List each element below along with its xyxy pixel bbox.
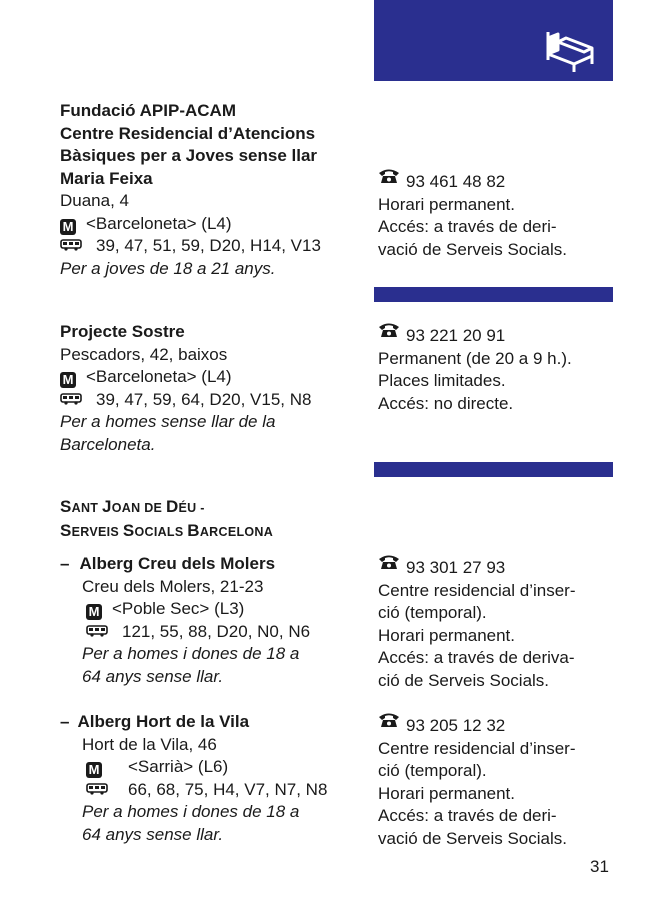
phone-row	[378, 711, 575, 738]
entry-name-line: Maria Feixa	[60, 168, 153, 188]
entry-audience: Per a joves de 18 a 21 anys.	[60, 258, 276, 278]
bus-icon	[86, 783, 108, 795]
entry-name: Alberg Hort de la Vila	[77, 712, 250, 731]
phone-icon	[378, 553, 400, 570]
info-line: ció de Serveis Socials.	[378, 670, 550, 690]
section-heading	[60, 496, 273, 543]
entry-name-line: Centre Residencial d’Atencions	[60, 123, 316, 143]
bus-lines: 39, 47, 59, 64, D20, V15, N8	[96, 389, 312, 409]
entry-audience: 64 anys sense llar.	[82, 666, 224, 686]
phone-row	[378, 321, 572, 348]
info-line: Accés: no directe.	[378, 393, 514, 413]
entry-address: Duana, 4	[60, 191, 129, 210]
header-block	[374, 0, 613, 81]
page-number: 31	[590, 857, 609, 876]
phone-number: 93 205 12 32	[406, 716, 506, 735]
info-line: Horari permanent.	[378, 625, 516, 645]
entry-address: Hort de la Vila, 46	[82, 734, 217, 754]
entry-info-apip-acam	[378, 167, 567, 261]
entry-audience: Per a homes sense llar de la	[60, 412, 276, 431]
metro-icon: M	[60, 372, 76, 388]
entry-metro-row	[60, 213, 321, 236]
bus-lines: 66, 68, 75, H4, V7, N7, N8	[128, 779, 328, 799]
info-line: vació de Serveis Socials.	[378, 828, 567, 848]
info-line: Permanent (de 20 a 9 h.).	[378, 348, 572, 368]
metro-station: <Poble Sec> (L3)	[112, 599, 245, 618]
info-line: Horari permanent.	[378, 194, 516, 214]
phone-icon	[378, 321, 400, 338]
metro-icon: M	[60, 219, 76, 235]
metro-station: <Sarrià> (L6)	[128, 757, 229, 776]
entry-audience: Barceloneta.	[60, 434, 156, 454]
entry-name-line: Bàsiques per a Joves sense llar	[60, 146, 318, 165]
entry-metro-row	[60, 366, 311, 389]
entry-info-alberg-creu-dels-molers	[378, 553, 575, 692]
entry-bus-row	[60, 389, 311, 412]
entry-metro-row	[82, 756, 327, 779]
bus-lines: 121, 55, 88, D20, N0, N6	[122, 621, 311, 641]
entry-alberg-creu-dels-molers	[60, 553, 310, 688]
bus-icon	[60, 239, 82, 251]
entry-apip-acam	[60, 100, 321, 280]
phone-number: 93 221 20 91	[406, 326, 506, 345]
dash: –	[60, 712, 70, 731]
info-line: Centre residencial d’inser-	[378, 580, 576, 600]
entry-name-line: Fundació APIP-ACAM	[60, 101, 236, 120]
info-line: Horari permanent.	[378, 783, 516, 803]
phone-row	[378, 167, 567, 194]
section-heading-line-2: SERVEIS SOCIALS BARCELONA	[60, 520, 274, 540]
bed-icon	[544, 28, 596, 74]
bus-icon	[86, 625, 108, 637]
info-line: Accés: a través de deri-	[378, 806, 557, 825]
section-heading-line-1: SANT JOAN DE DÉU -	[60, 497, 205, 516]
entry-name-row	[60, 553, 310, 576]
entry-address: Pescadors, 42, baixos	[60, 344, 228, 364]
info-line: Places limitades.	[378, 371, 506, 390]
entry-projecte-sostre	[60, 321, 311, 456]
phone-number: 93 301 27 93	[406, 558, 506, 577]
phone-number: 93 461 48 82	[406, 172, 506, 191]
entry-audience: Per a homes i dones de 18 a	[82, 802, 300, 821]
entry-audience: 64 anys sense llar.	[82, 824, 224, 844]
info-line: Centre residencial d’inser-	[378, 738, 576, 758]
entry-info-alberg-hort-de-la-vila	[378, 711, 575, 850]
entry-bus-row	[82, 779, 327, 802]
divider-bar	[374, 462, 613, 477]
entry-alberg-hort-de-la-vila	[60, 711, 327, 846]
entry-name-row	[60, 711, 327, 734]
entry-bus-row	[82, 621, 310, 644]
metro-station: <Barceloneta> (L4)	[86, 213, 232, 233]
info-line: vació de Serveis Socials.	[378, 239, 567, 259]
bus-icon	[60, 393, 82, 405]
phone-icon	[378, 167, 400, 184]
dash: –	[60, 554, 70, 573]
entry-metro-row	[82, 598, 310, 621]
info-line: ció (temporal).	[378, 603, 487, 622]
info-line: Accés: a través de deri-	[378, 217, 557, 236]
divider-bar	[374, 287, 613, 302]
metro-icon: M	[86, 604, 102, 620]
bus-lines: 39, 47, 51, 59, D20, H14, V13	[96, 236, 321, 255]
metro-icon: M	[86, 762, 102, 778]
entry-audience: Per a homes i dones de 18 a	[82, 644, 300, 663]
entry-info-projecte-sostre	[378, 321, 572, 415]
entry-bus-row	[60, 235, 321, 258]
metro-station: <Barceloneta> (L4)	[86, 367, 232, 386]
info-line: Accés: a través de deriva-	[378, 648, 575, 667]
phone-row	[378, 553, 575, 580]
entry-name: Alberg Creu dels Molers	[79, 554, 276, 573]
entry-address: Creu dels Molers, 21-23	[82, 576, 264, 596]
entry-name-line: Projecte Sostre	[60, 322, 185, 341]
info-line: ció (temporal).	[378, 761, 487, 780]
phone-icon	[378, 711, 400, 728]
